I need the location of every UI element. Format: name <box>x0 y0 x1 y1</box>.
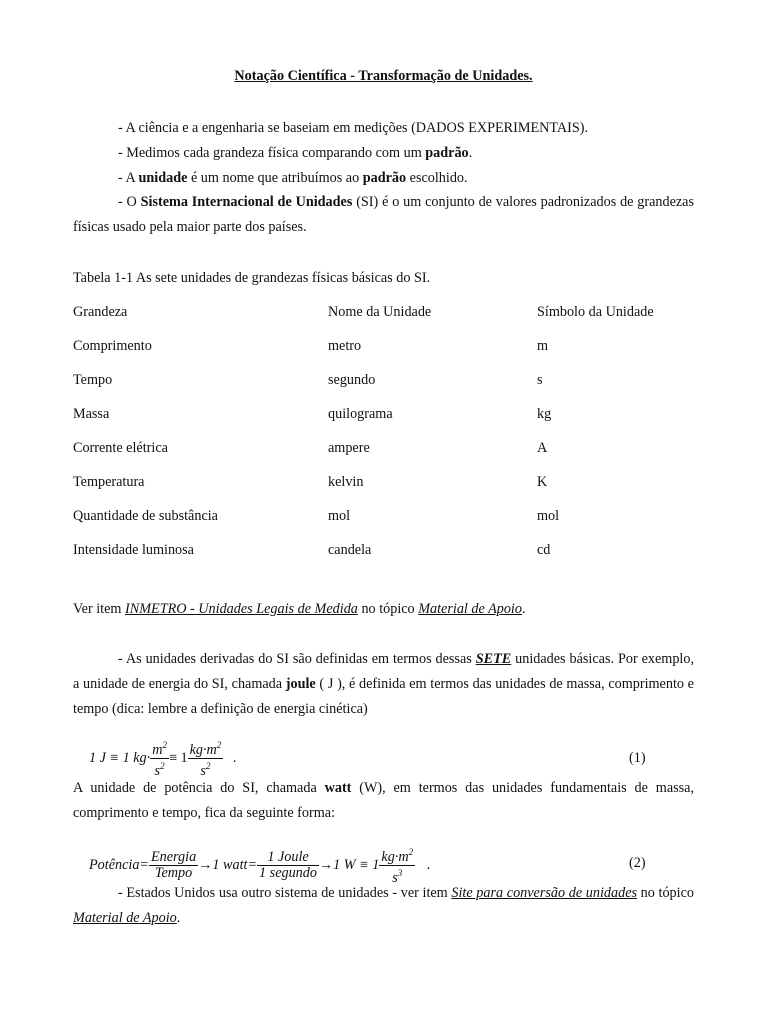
table-row <box>73 406 694 424</box>
equation-2 <box>89 845 430 886</box>
table-header-grandeza: Grandeza <box>73 304 128 320</box>
equation-2-arrow-w: →1 W ≡ 1 <box>318 857 380 873</box>
equation-1-lhs: 1 J ≡ 1 kg· <box>89 750 151 766</box>
exponent: 2 <box>408 847 414 857</box>
power-paragraph <box>73 776 694 826</box>
table-cell: kg <box>537 406 552 422</box>
table-cell: Quantidade de substância <box>73 508 218 524</box>
table-cell: K <box>537 474 548 490</box>
derived-units-paragraph <box>73 647 694 722</box>
table-row <box>73 372 694 390</box>
table-cell: ampere <box>328 440 370 456</box>
equation-2-number: (2) <box>629 855 646 871</box>
exponent: 2 <box>160 761 165 771</box>
equation-2-fraction-joule <box>257 850 319 881</box>
reference-text: Ver item <box>73 601 126 617</box>
fraction-a-denominator: s <box>154 763 161 779</box>
power-text-end: (W), em termos das unidades fundamentais de massa, comprimento e tempo, fica da seguinte forma: <box>73 780 694 821</box>
usa-text-mid: no tópico <box>637 885 694 901</box>
table-header-nome: Nome da Unidade <box>328 304 432 320</box>
exponent: 2 <box>205 761 211 771</box>
table-row <box>73 474 694 492</box>
fraction-b-denominator: s <box>200 763 206 779</box>
table-cell: quilograma <box>328 406 393 422</box>
intro-line-3-bold-padrao: padrão <box>362 170 407 186</box>
exponent: 2 <box>162 740 167 750</box>
intro-line-4-end: (SI) é o um conjunto de valores padronizados de grandezas físicas usado pela maior parte dos países. <box>73 194 695 235</box>
intro-line-3-bold-unidade: unidade <box>138 170 188 186</box>
table-cell: Tempo <box>73 372 113 388</box>
reference-text-mid: no tópico <box>357 601 419 617</box>
usa-text-end: . <box>176 910 181 926</box>
fraction-energia-numerator: Energia <box>151 849 197 865</box>
fraction-b-numerator: kg·m <box>189 742 217 758</box>
fraction-joule-denominator: 1 segundo <box>259 865 317 881</box>
table-row <box>73 338 694 356</box>
table-caption: Tabela 1-1 As sete unidades de grandezas físicas básicas do SI. <box>73 270 431 286</box>
table-cell: A <box>537 440 548 456</box>
table-header-simbolo: Símbolo da Unidade <box>537 304 654 320</box>
equation-2-fraction-units <box>379 845 415 886</box>
intro-line-3-mid: é um nome que atribuímos ao <box>187 170 363 186</box>
table-cell: segundo <box>328 372 376 388</box>
fraction-energia-denominator: Tempo <box>154 865 193 881</box>
inmetro-link[interactable]: INMETRO - Unidades Legais de Medida <box>125 601 358 617</box>
power-text: A unidade de potência do SI, chamada <box>73 780 325 796</box>
material-de-apoio-link[interactable]: Material de Apoio <box>73 910 177 926</box>
equation-1-mid: ≡ 1 <box>168 750 188 766</box>
table-cell: candela <box>328 542 372 558</box>
intro-line-2 <box>118 145 472 162</box>
table-cell: s <box>537 372 543 388</box>
fraction-a-numerator: m <box>152 742 163 758</box>
equation-1-dot: . <box>232 750 237 766</box>
fraction-joule-numerator: 1 Joule <box>257 850 319 866</box>
intro-line-1: - A ciência e a engenharia se baseiam em medições (DADOS EXPERIMENTAIS). <box>118 120 589 136</box>
equation-2-fraction-energia <box>149 850 198 881</box>
intro-line-3 <box>118 170 468 187</box>
intro-line-3-end: escolhido. <box>406 170 468 186</box>
table-cell: Temperatura <box>73 474 145 490</box>
table-cell: Comprimento <box>73 338 152 354</box>
table-cell: Massa <box>73 406 110 422</box>
table-row <box>73 440 694 458</box>
intro-line-2-bold: padrão <box>425 145 469 161</box>
table-cell: mol <box>328 508 351 524</box>
table-row <box>73 508 694 526</box>
material-de-apoio-link[interactable]: Material de Apoio <box>418 601 522 617</box>
derived-text-end: ( J ), é definida em termos das unidades de massa, comprimento e tempo (dica: lembre a definição de energia cinética) <box>73 676 694 717</box>
table-cell: m <box>537 338 549 354</box>
fraction-units-denominator: s <box>392 870 398 886</box>
equation-2-arrow-watt: →1 watt= <box>198 857 258 873</box>
intro-line-4-text: - O <box>118 194 141 210</box>
derived-text-mid: unidades básicas. Por exemplo, a unidade de energia do SI, chamada <box>73 651 695 692</box>
usa-text: - Estados Unidos usa outro sistema de unidades - ver item <box>118 885 452 901</box>
table-cell: Corrente elétrica <box>73 440 168 456</box>
equation-2-lhs: Potência= <box>89 857 149 873</box>
conversion-site-link[interactable]: Site para conversão de unidades <box>451 885 638 901</box>
document-page <box>73 0 694 1024</box>
exponent: 2 <box>216 740 222 750</box>
exponent: 3 <box>397 868 403 878</box>
intro-line-4-bold: Sistema Internacional de Unidades <box>140 194 353 210</box>
table-header-row <box>73 304 694 322</box>
table-cell: mol <box>537 508 560 524</box>
usa-paragraph <box>73 881 694 931</box>
equation-1-fraction-a <box>150 738 169 779</box>
reference-line-inmetro <box>73 601 526 618</box>
derived-text: - As unidades derivadas do SI são definidas em termos dessas <box>118 651 476 667</box>
intro-line-2-text: - Medimos cada grandeza física comparando com um <box>118 145 426 161</box>
joule-bold: joule <box>285 676 316 692</box>
equation-2-dot: . <box>426 857 431 873</box>
equation-1-number: (1) <box>629 750 646 766</box>
intro-line-4 <box>73 190 694 240</box>
watt-bold: watt <box>324 780 352 796</box>
table-cell: Intensidade luminosa <box>73 542 194 558</box>
page-title: Notação Científica - Transformação de Unidades. <box>234 68 533 84</box>
equation-1-fraction-b <box>188 738 224 779</box>
table-cell: kelvin <box>328 474 364 490</box>
table-cell: metro <box>328 338 362 354</box>
reference-text-end: . <box>521 601 526 617</box>
sete-emphasis: SETE <box>475 651 512 667</box>
equation-1 <box>89 738 236 779</box>
intro-line-2-end: . <box>468 145 473 161</box>
table-row <box>73 542 694 560</box>
fraction-units-numerator: kg·m <box>381 849 409 865</box>
intro-line-3-text: - A <box>118 170 139 186</box>
table-cell: cd <box>537 542 551 558</box>
